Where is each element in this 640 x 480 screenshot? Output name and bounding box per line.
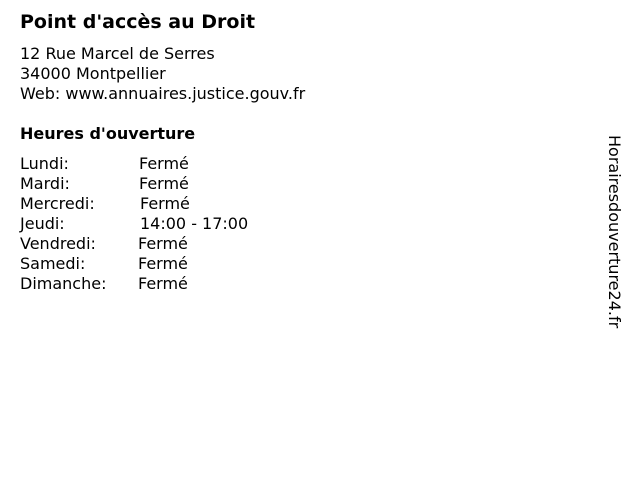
site-brand-vertical: Horairesdouverture24.fr [605, 135, 624, 329]
day-label: Samedi: [20, 254, 86, 273]
day-label: Lundi: [20, 154, 69, 173]
day-label: Dimanche: [20, 274, 107, 293]
street-address: 12 Rue Marcel de Serres [20, 44, 215, 63]
hours-value: Fermé [138, 274, 188, 293]
day-label: Jeudi: [20, 214, 65, 233]
day-label: Mardi: [20, 174, 70, 193]
hours-value: Fermé [138, 254, 188, 273]
website-line: Web: www.annuaires.justice.gouv.fr [20, 84, 306, 103]
hours-value: Fermé [139, 174, 189, 193]
day-label: Vendredi: [20, 234, 96, 253]
address-block [20, 44, 305, 104]
place-title: Point d'accès au Droit [20, 11, 256, 33]
hours-value: Fermé [138, 234, 188, 253]
day-label: Mercredi: [20, 194, 95, 213]
hours-value: Fermé [139, 154, 189, 173]
city-address: 34000 Montpellier [20, 64, 166, 83]
hours-heading: Heures d'ouverture [20, 124, 196, 143]
hours-value: 14:00 - 17:00 [140, 214, 249, 233]
hours-value: Fermé [140, 194, 190, 213]
